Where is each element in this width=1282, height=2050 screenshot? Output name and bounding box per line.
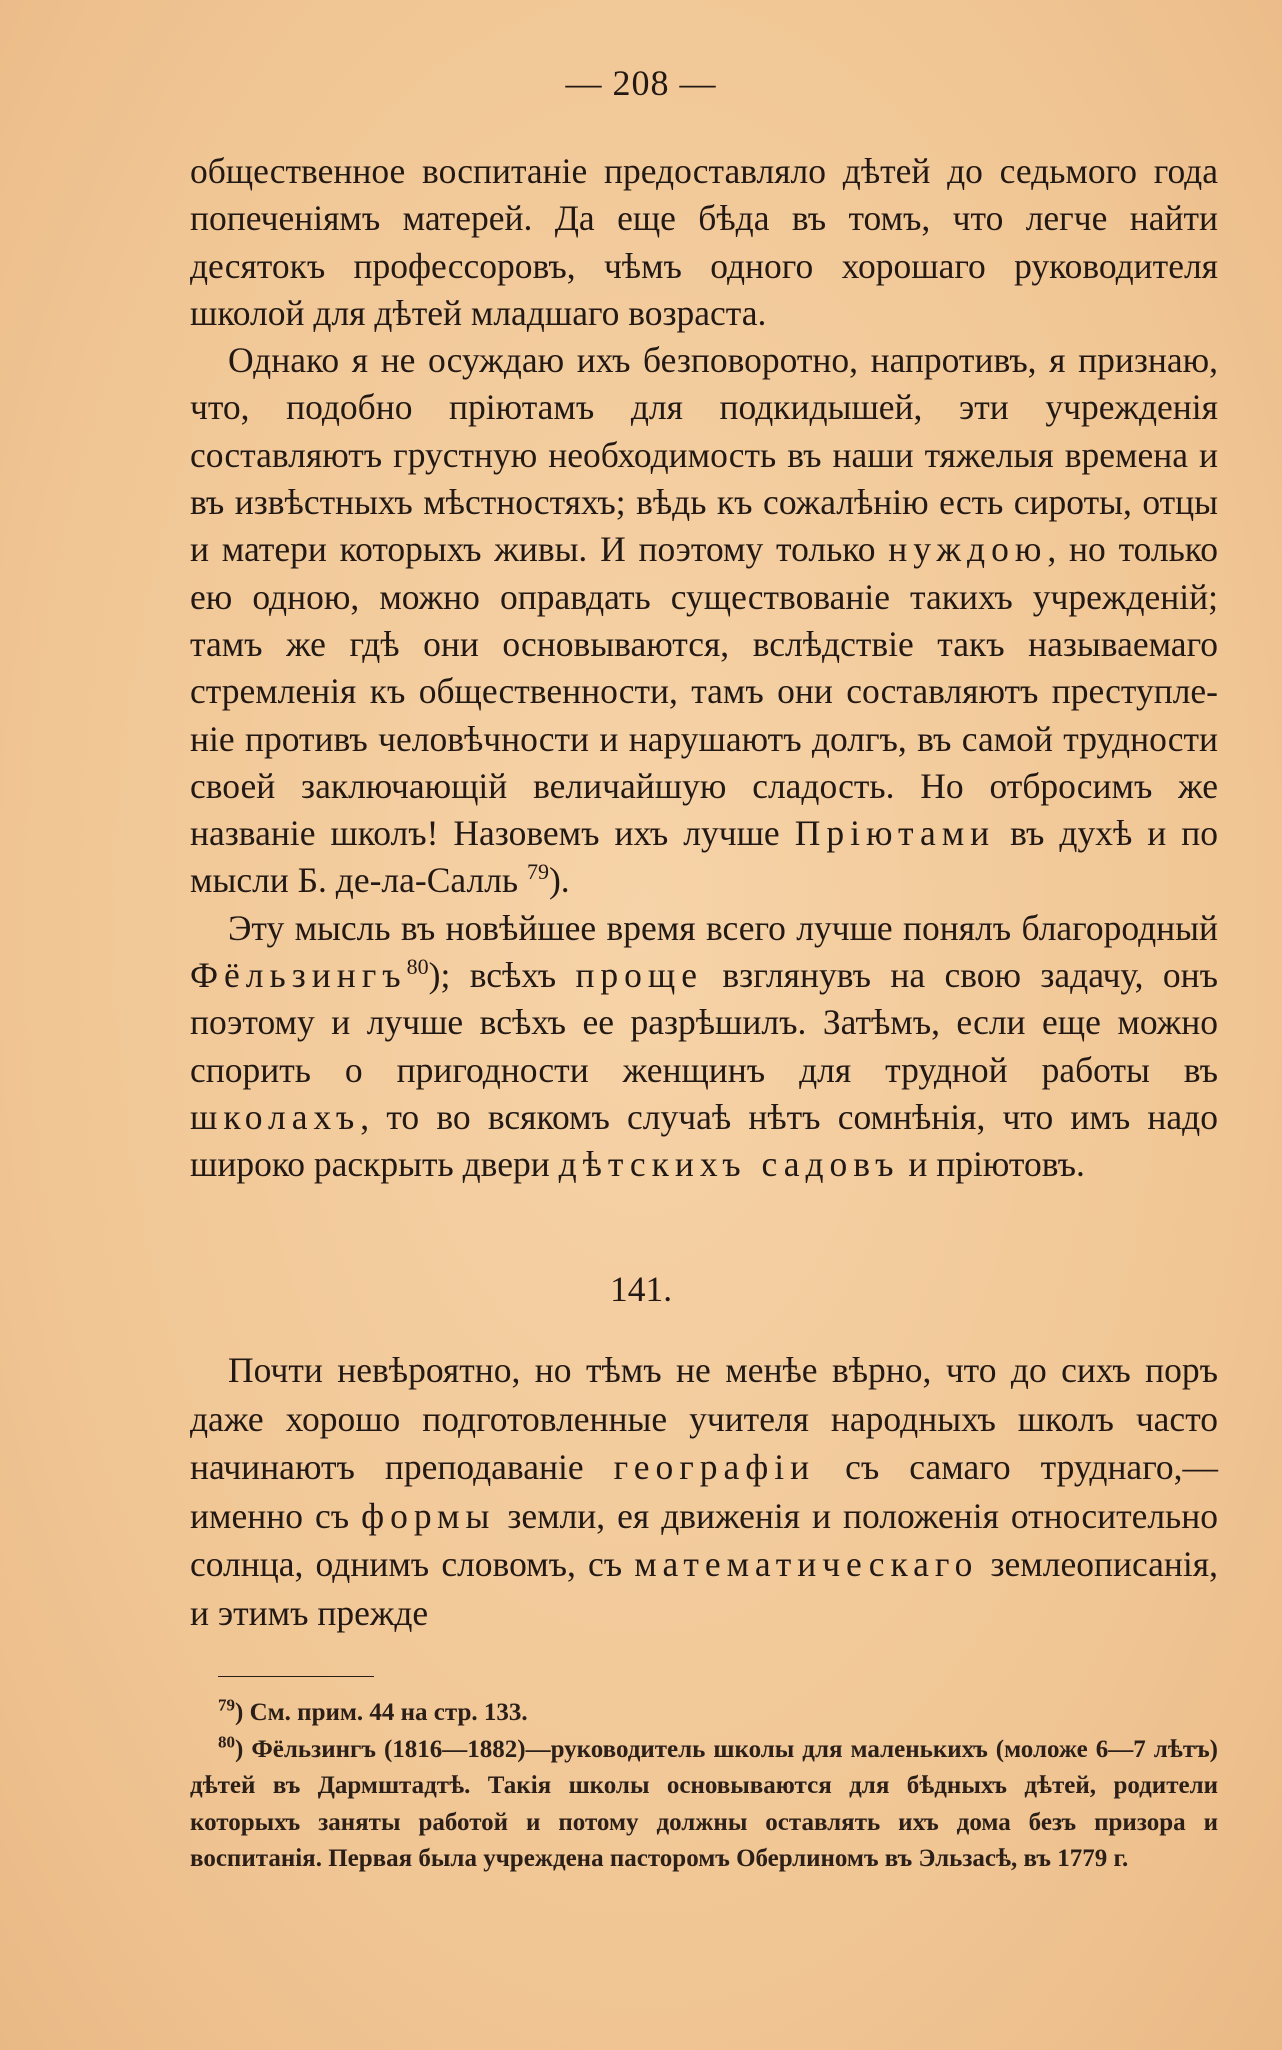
spaced-emphasis: школахъ xyxy=(190,1096,361,1137)
footnote-number: 79 xyxy=(218,1695,235,1715)
spaced-emphasis: дѣтскихъ садовъ xyxy=(558,1144,900,1185)
text-run: Эту мысль въ новѣйшее время всего лучше понялъ благородный xyxy=(228,907,1218,948)
spaced-emphasis: формы xyxy=(361,1495,496,1536)
footnotes xyxy=(190,1695,1218,1878)
body-text-top xyxy=(190,148,1218,1189)
footnote-79 xyxy=(190,1695,1218,1732)
text-run: взглянувъ на свою задачу, онъ поэтому и лучше всѣхъ ее разрѣшилъ. Затѣмъ, если еще можно спорить о пригодности женщинъ для трудной работы въ xyxy=(190,955,1218,1090)
text-run: и пріютовъ. xyxy=(899,1144,1085,1185)
text-run: , но только ею одною, можно оправдать существованіе такихъ учрежденій; тамъ же гдѣ они основываются, вслѣдствіе такъ называемаго стремленія къ общественности, тамъ они составляютъ преступленіе противъ человѣчности и нарушаютъ долгъ, въ самой трудности своей заключающій величайшую сладость. Но отбросимъ же названіе школъ! Назовемъ ихъ лучше xyxy=(190,529,1218,854)
footnote-ref[interactable]: 80 xyxy=(406,954,429,980)
footnote-ref[interactable]: 79 xyxy=(526,859,549,885)
text-run: Однако я не осуждаю ихъ безповоротно, напротивъ, я признаю, что, подобно пріютамъ для подкидышей, эти учрежденія составляютъ грустную необходимость въ наши тяжелыя времена и въ извѣстныхъ мѣстностяхъ; вѣдь къ сожалѣнію есть сироты, отцы и матери которыхъ живы. И поэтому только xyxy=(190,340,1218,570)
paragraph-foelsing xyxy=(190,905,1218,1189)
footnote-text: ) См. прим. 44 на стр. 133. xyxy=(235,1699,528,1726)
footnote-text: ) Фёльзингъ (1816—1882)—руководитель школы для маленькихъ (моложе 6—7 лѣтъ) дѣтей въ Дармштадтѣ. Такія школы основываются для бѣдныхъ дѣтей, родители которыхъ заняты работой и потому должны оставлять ихъ дома безъ призора и воспитанія. Первая была учреждена пасторомъ Оберлиномъ въ Эльзасѣ, въ 1779 г. xyxy=(190,1735,1218,1872)
spaced-emphasis: проще xyxy=(575,955,704,996)
text-run: въ духѣ и по мысли Б. де-ла-Салль xyxy=(190,813,1218,901)
spaced-emphasis: Фёльзингъ xyxy=(190,955,407,996)
text-run: земли, ея движенія и положенія относительно солнца, однимъ словомъ, съ xyxy=(190,1495,1218,1585)
paragraph-orphanages xyxy=(190,337,1218,905)
section-number: 141. xyxy=(609,1269,673,1309)
paragraph-continuation: общественное воспитаніе предоставляло дѣтей до седьмого года попеченіямъ матерей. Да еще бѣда въ томъ, что легче найти десятокъ профессоровъ, чѣмъ одного хорошаго руководителя школой для дѣтей младшаго возраста. xyxy=(190,151,1218,333)
paragraph-geography xyxy=(190,1346,1218,1638)
text-run: ). xyxy=(548,860,570,901)
footnote-number: 80 xyxy=(218,1732,235,1752)
spaced-emphasis: математическаго xyxy=(634,1544,979,1585)
spaced-emphasis: географіи xyxy=(613,1447,816,1488)
text-run: землеописанія, и этимъ прежде xyxy=(190,1544,1218,1633)
spaced-emphasis: нуждою xyxy=(888,529,1048,570)
footnote-separator xyxy=(218,1676,374,1677)
text-run: ); всѣхъ xyxy=(428,955,576,996)
page-number: — 208 — xyxy=(565,63,717,103)
text-run: , то во всякомъ случаѣ нѣтъ сомнѣнія, что имъ надо широко раскрыть двери xyxy=(190,1096,1218,1185)
body-text-bottom xyxy=(190,1346,1218,1638)
text-run: съ самаго труднаго,— именно съ xyxy=(190,1447,1218,1536)
spaced-emphasis: Пріютами xyxy=(794,813,996,854)
text-run: Почти невѣроятно, но тѣмъ не менѣе вѣрно, что до сихъ поръ даже хорошо подготовленные учителя народныхъ школъ часто начинаютъ преподаваніе xyxy=(190,1350,1218,1488)
footnote-80 xyxy=(190,1732,1218,1878)
